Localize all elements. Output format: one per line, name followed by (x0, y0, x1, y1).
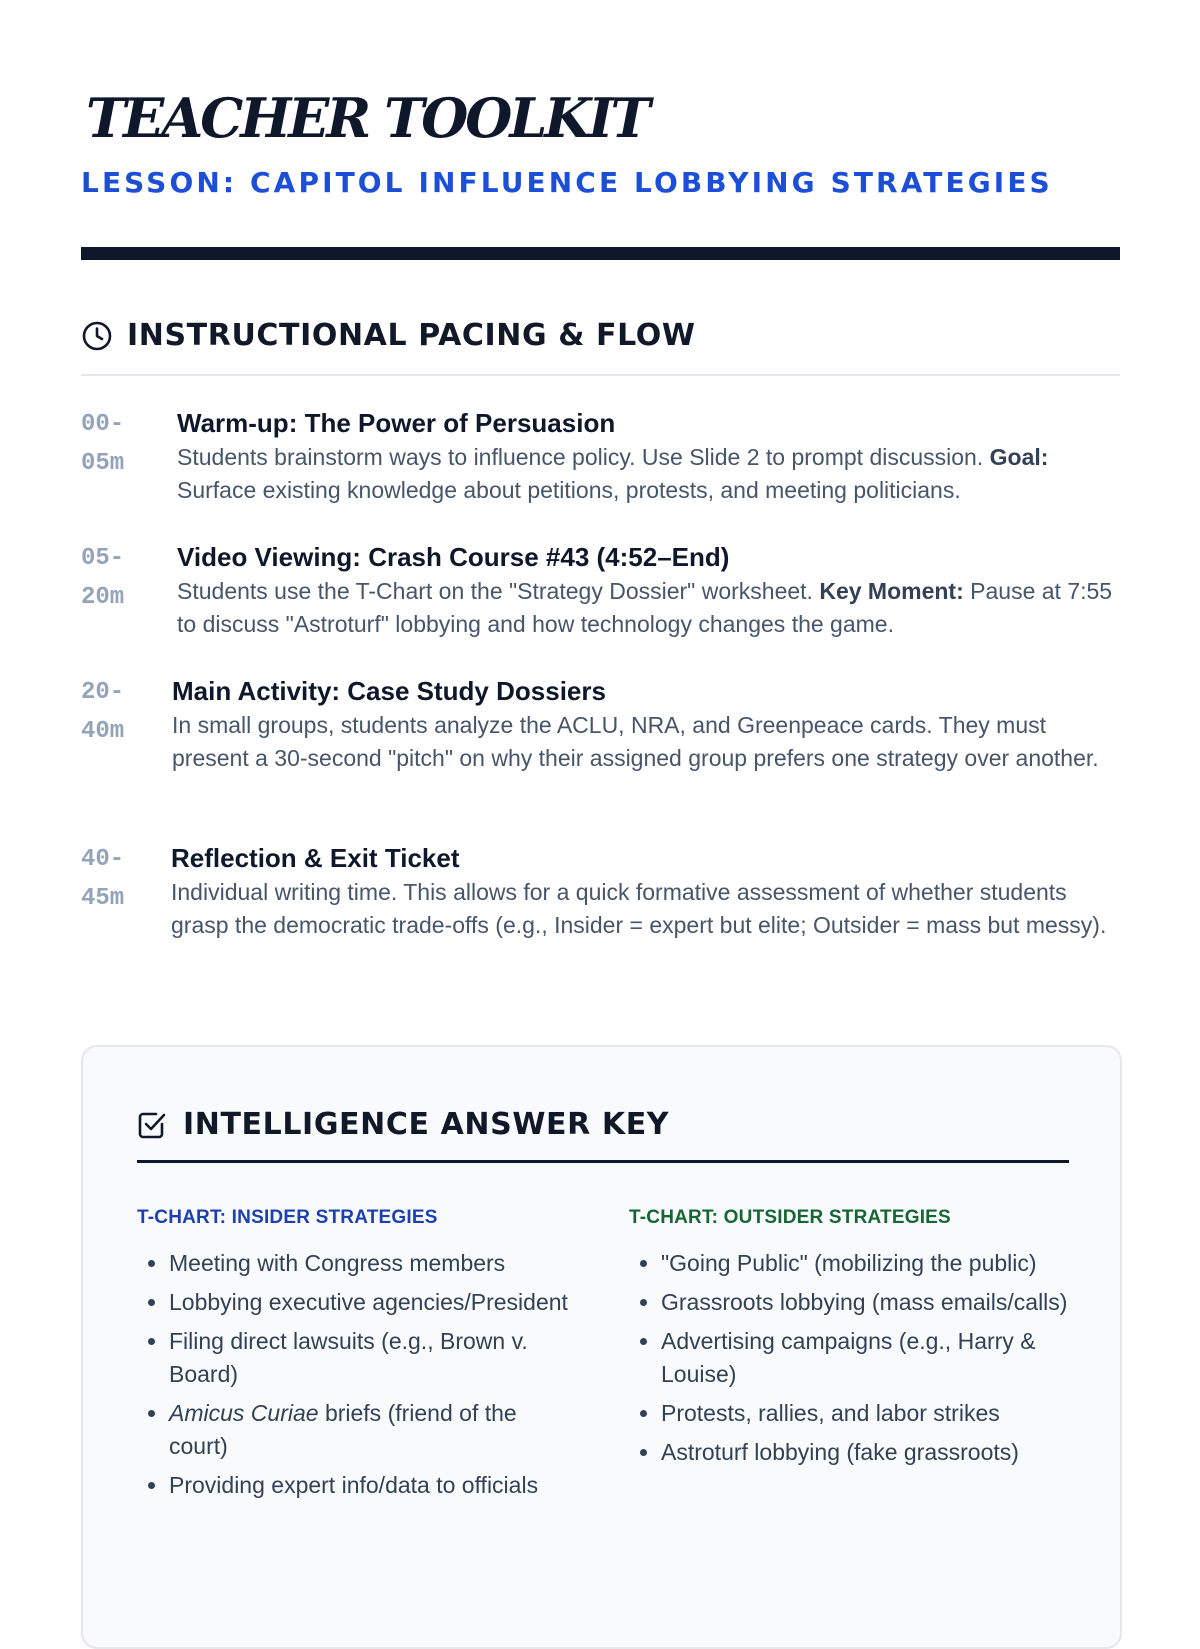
outsider-list (629, 1247, 1069, 1469)
pacing-item-description: In small groups, students analyze the ACLU, NRA, and Greenpeace cards. They must present a 30-second "pitch" on why their assigned group prefers one strategy over another. (172, 712, 1099, 771)
pacing-item-description: Students brainstorm ways to influence policy. Use Slide 2 to prompt discussion. Goal: Surface existing knowledge about petitions, protests, and meeting politicians. (177, 444, 1049, 503)
answer-key-heading: INTELLIGENCE ANSWER KEY (183, 1107, 670, 1142)
list-item: • Meeting with Congress members (169, 1247, 577, 1280)
time-range: 05- 20m (81, 545, 125, 611)
emphasis-label: Key Moment: (819, 578, 964, 604)
pacing-section-header (81, 318, 696, 353)
insider-column (137, 1207, 577, 1508)
pacing-item (81, 840, 1121, 975)
list-item: • "Going Public" (mobilizing the public) (661, 1247, 1069, 1280)
list-item: • Advertising campaigns (e.g., Harry & Louise) (661, 1325, 1069, 1391)
answer-key-card (81, 1045, 1122, 1649)
lesson-subtitle: LESSON: CAPITOL INFLUENCE LOBBYING STRATEGIES (81, 166, 1053, 199)
header-divider (81, 247, 1120, 260)
emphasis-label: Goal: (989, 444, 1049, 470)
pacing-heading: INSTRUCTIONAL PACING & FLOW (127, 318, 696, 353)
list-item: • Grassroots lobbying (mass emails/calls) (661, 1286, 1069, 1319)
answer-key-divider (137, 1160, 1069, 1163)
list-item: • Protests, rallies, and labor strikes (661, 1397, 1069, 1430)
clock-icon (81, 320, 113, 352)
pacing-item (81, 539, 1121, 639)
checkbox-icon (137, 1110, 167, 1140)
pacing-item-body (177, 539, 1121, 641)
list-item: • Filing direct lawsuits (e.g., Brown v. Board) (169, 1325, 577, 1391)
insider-heading: T-CHART: INSIDER STRATEGIES (137, 1207, 438, 1228)
time-range: 00- 05m (81, 411, 125, 477)
pacing-item-title: Video Viewing: Crash Course #43 (4:52–End) (177, 542, 730, 572)
pacing-item-body (172, 673, 1121, 775)
pacing-item (81, 405, 1121, 505)
insider-list (137, 1247, 577, 1502)
list-item: • Amicus Curiae briefs (friend of the court) (169, 1397, 577, 1463)
list-item: • Providing expert info/data to officials (169, 1469, 577, 1502)
pacing-item-title: Reflection & Exit Ticket (171, 843, 460, 873)
pacing-item-title: Main Activity: Case Study Dossiers (172, 676, 606, 706)
answer-key-header (137, 1107, 669, 1142)
pacing-item-title: Warm-up: The Power of Persuasion (177, 408, 616, 438)
time-range: 40- 45m (81, 846, 125, 912)
list-item: • Lobbying executive agencies/President (169, 1286, 577, 1319)
outsider-heading: T-CHART: OUTSIDER STRATEGIES (629, 1207, 951, 1228)
list-item: • Astroturf lobbying (fake grassroots) (661, 1436, 1069, 1469)
italic-term: Amicus Curiae (169, 1400, 319, 1426)
page-title: TEACHER TOOLKIT (86, 86, 648, 150)
outsider-column (629, 1207, 1069, 1475)
pacing-item (81, 673, 1121, 808)
time-range: 20- 40m (81, 679, 125, 745)
pacing-divider (81, 374, 1120, 376)
pacing-item-description: Individual writing time. This allows for a quick formative assessment of whether students grasp the democratic trade-offs (e.g., Insider = expert but elite; Outsider = mass but messy). (171, 879, 1107, 938)
pacing-item-body (171, 840, 1121, 942)
pacing-item-description: Students use the T-Chart on the "Strategy Dossier" worksheet. Key Moment: Pause at 7:55 to discuss "Astroturf" lobbying and how technology changes the game. (177, 578, 1113, 637)
pacing-item-body (177, 405, 1121, 507)
